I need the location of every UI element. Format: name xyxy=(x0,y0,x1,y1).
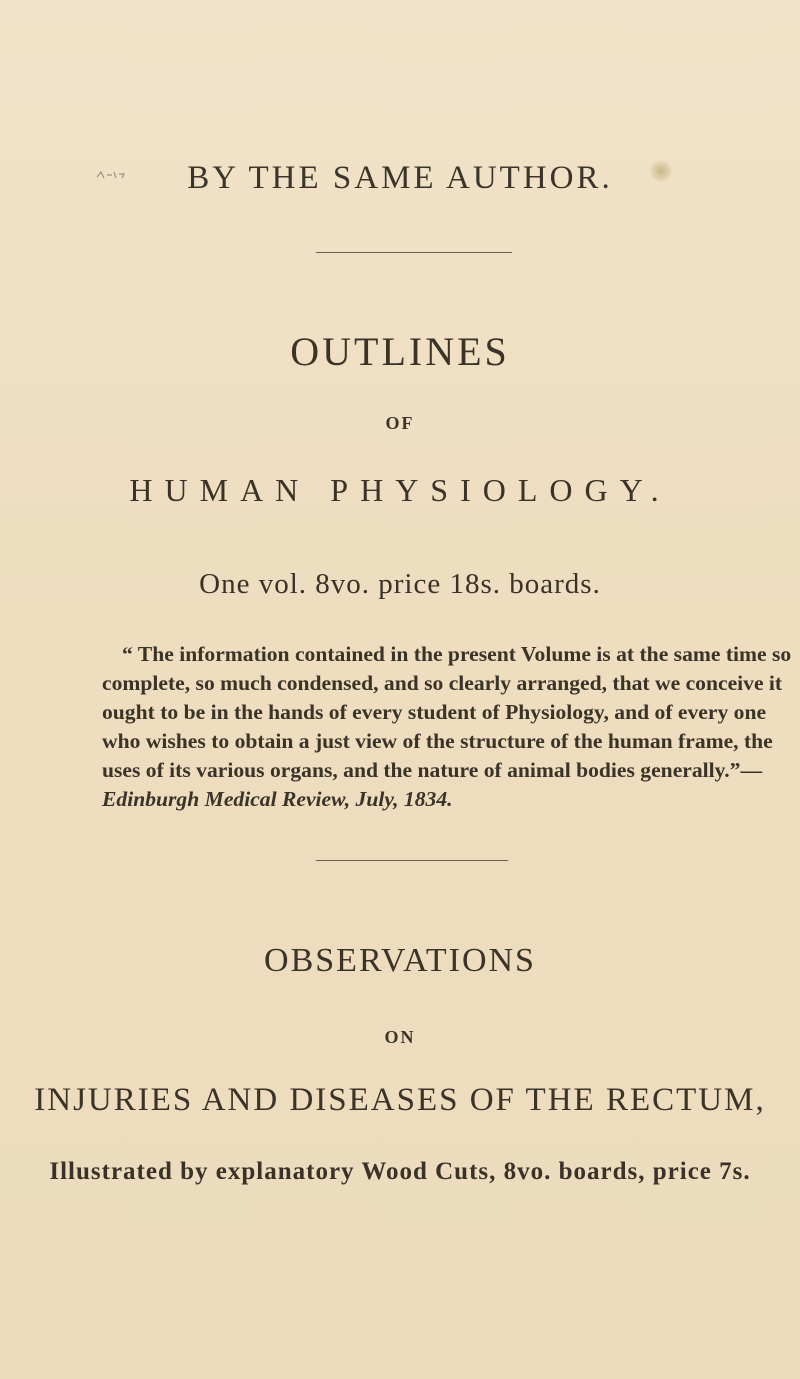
page-header: BY THE SAME AUTHOR. xyxy=(187,160,613,196)
divider-rule xyxy=(316,860,508,861)
review-line: complete, so much condensed, and so clearly arranged, that we conceive it xyxy=(102,671,783,695)
review-line: ought to be in the hands of every student of Physiology, and of every one xyxy=(102,700,767,724)
book-subject-physiology: HUMAN PHYSIOLOGY. xyxy=(129,472,671,508)
review-line: who wishes to obtain a just view of the structure of the human frame, the xyxy=(102,729,773,753)
divider-rule xyxy=(316,252,512,253)
book-details-price: Illustrated by explanatory Wood Cuts, 8vo. boards, price 7s. xyxy=(49,1158,751,1185)
title-connector-of: OF xyxy=(385,413,415,433)
book-title-outlines: OUTLINES xyxy=(290,329,510,374)
review-quote xyxy=(102,640,792,814)
book-title-observations: OBSERVATIONS xyxy=(264,942,536,979)
review-line: uses of its various organs, and the nature of animal bodies generally.”— xyxy=(102,758,763,782)
title-connector-on: ON xyxy=(384,1027,416,1047)
review-line: “ The information contained in the present Volume is at the same time so xyxy=(122,642,792,666)
book-subject-rectum: INJURIES AND DISEASES OF THE RECTUM, xyxy=(34,1082,766,1118)
review-source: Edinburgh Medical Review, July, 1834. xyxy=(102,787,453,811)
book-edition-price: One vol. 8vo. price 18s. boards. xyxy=(199,568,601,600)
